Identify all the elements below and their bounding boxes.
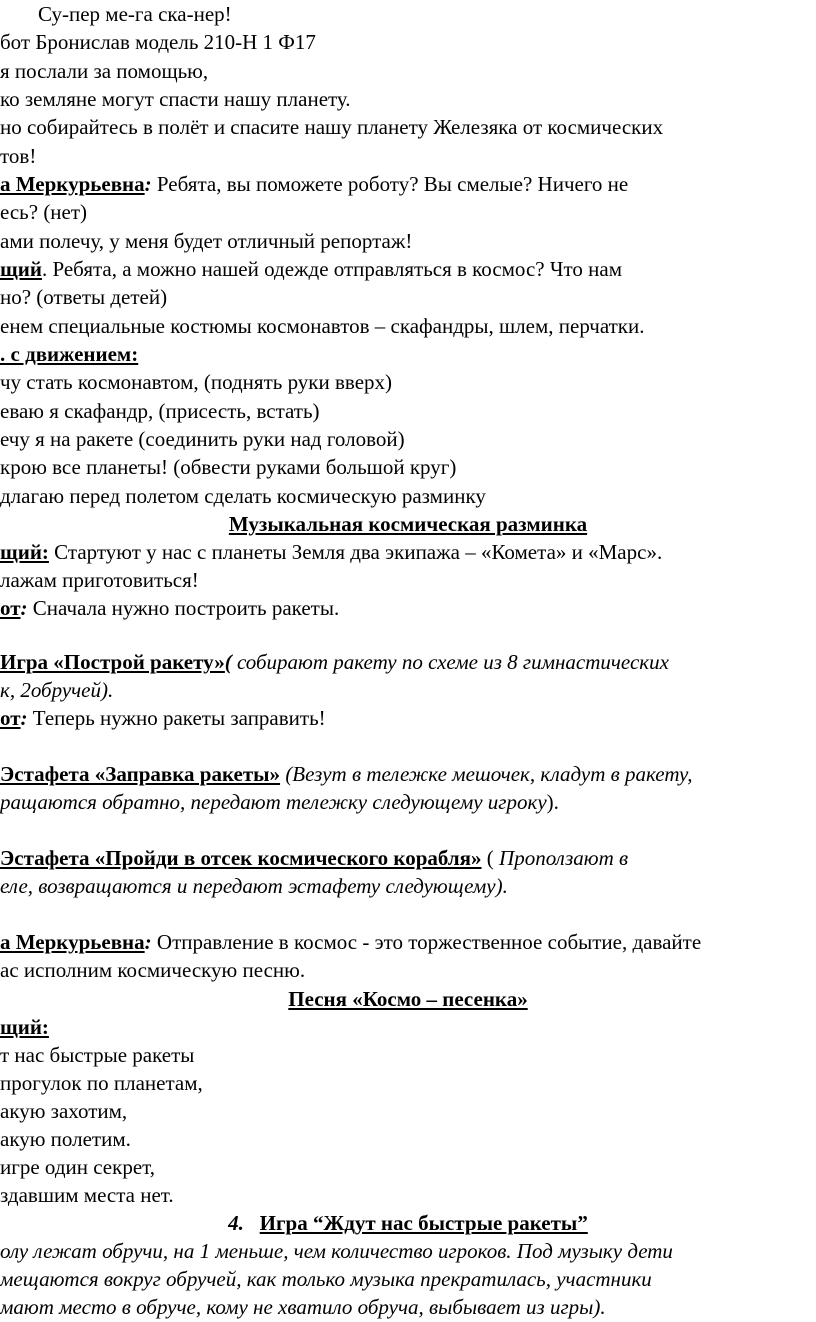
game-description: ращаются обратно, передают тележку следующему игроку — [0, 790, 547, 814]
speaker-colon: : — [20, 706, 28, 730]
text-line: Су-пер ме-га ска-нер! — [38, 2, 232, 26]
text-line: лажам приготовиться! — [0, 568, 199, 592]
verse-line: здавшим места нет. — [0, 1183, 174, 1207]
game-title: Игра «Построй ракету» — [0, 650, 225, 674]
dialogue-text: Отправление в космос - это торжественное событие, давайте — [151, 930, 702, 954]
verse-line: прогулок по планетам, — [0, 1071, 203, 1095]
section-heading — [0, 510, 816, 539]
verse-line: игре один секрет, — [0, 1155, 155, 1179]
dialogue-line — [0, 594, 339, 623]
dialogue-text: Теперь нужно ракеты заправить! — [27, 706, 326, 730]
dialogue-line — [0, 928, 701, 957]
speaker-name: от — [0, 596, 21, 620]
dialogue-text: Стартуют у нас с планеты Земля два экипажа – «Комета» и «Марс». — [48, 540, 663, 564]
game-description: собирают ракету по схеме из 8 гимнастических — [231, 650, 669, 674]
game-paren: ( — [224, 650, 232, 674]
dialogue-line — [0, 170, 628, 199]
speaker-colon: : — [144, 172, 152, 196]
game-line — [0, 648, 669, 677]
game-title: Эстафета «Пройди в отсек космического корабля» — [0, 846, 482, 870]
text-line — [0, 788, 559, 817]
speaker-name: от — [0, 706, 21, 730]
dialogue-line — [0, 255, 622, 284]
section-label: . с движением: — [0, 342, 139, 366]
game-line — [0, 760, 693, 789]
dialogue-line — [0, 538, 662, 567]
text-line: олу лежат обручи, на 1 меньше, чем количество игроков. Под музыку дети — [0, 1239, 673, 1263]
text-line: еваю я скафандр, (присесть, встать) — [0, 399, 320, 423]
section-heading — [0, 1209, 816, 1238]
dialogue-text: Сначала нужно построить ракеты. — [27, 596, 340, 620]
speaker-name: щий: — [0, 540, 49, 564]
text-line: бот Бронислав модель 210-Н 1 Ф17 — [0, 30, 316, 54]
verse-line: акую захотим, — [0, 1099, 128, 1123]
text-line: крою все планеты! (обвести руками большой круг) — [0, 455, 457, 479]
speaker-name: а Меркурьевна — [0, 172, 145, 196]
text-line: тов! — [0, 144, 37, 168]
game-title: Эстафета «Заправка ракеты» — [0, 762, 281, 786]
text-line: длагаю перед полетом сделать космическую разминку — [0, 484, 486, 508]
speaker-name: щий — [0, 257, 42, 281]
dialogue-text: . Ребята, а можно нашей одежде отправляться в космос? Что нам — [41, 257, 622, 281]
text-line: но собирайтесь в полёт и спасите нашу планету Железяка от космических — [0, 115, 664, 139]
speaker-colon: : — [144, 930, 152, 954]
text-line: но? (ответы детей) — [0, 285, 168, 309]
speaker-name: щий: — [0, 1015, 49, 1039]
text-line: я послали за помощью, — [0, 59, 209, 83]
text-line: чу стать космонавтом, (поднять руки вверх) — [0, 370, 393, 394]
text-line: мают место в обруче, кому не хватило обруча, выбывает из игры). — [0, 1295, 606, 1319]
dialogue-line — [0, 704, 326, 733]
text-line: еле, возвращаются и передают эстафету следующему). — [0, 874, 508, 898]
speaker-colon: : — [20, 596, 28, 620]
text-line: к, 2обручей). — [0, 678, 114, 702]
game-description: Проползают в — [499, 846, 629, 870]
text-end: ). — [546, 790, 559, 814]
text-line: ечу я на ракете (соединить руки над головой) — [0, 427, 405, 451]
text-line: мещаются вокруг обручей, как только музыка прекратилась, участники — [0, 1267, 652, 1291]
heading-text: Песня «Космо – песенка» — [288, 987, 528, 1011]
dialogue-text: Ребята, вы поможете роботу? Вы смелые? Ничего не — [151, 172, 629, 196]
text-line: есь? (нет) — [0, 200, 88, 224]
verse-line: т нас быстрые ракеты — [0, 1043, 195, 1067]
text-line: ами полечу, у меня будет отличный репортаж! — [0, 229, 413, 253]
game-description: (Везут в тележке мешочек, кладут в ракету, — [285, 762, 693, 786]
game-paren: ( — [481, 846, 500, 870]
section-heading — [0, 985, 816, 1014]
text-line: ко земляне могут спасти нашу планету. — [0, 87, 351, 111]
verse-line: акую полетим. — [0, 1127, 131, 1151]
heading-text: Игра “Ждут нас быстрые ракеты” — [259, 1211, 588, 1235]
heading-number: 4. — [228, 1211, 244, 1235]
game-line — [0, 844, 628, 873]
text-line: ас исполним космическую песню. — [0, 958, 306, 982]
speaker-name: а Меркурьевна — [0, 930, 145, 954]
heading-text: Музыкальная космическая разминка — [228, 512, 588, 536]
text-line: енем специальные костюмы космонавтов – скафандры, шлем, перчатки. — [0, 314, 645, 338]
